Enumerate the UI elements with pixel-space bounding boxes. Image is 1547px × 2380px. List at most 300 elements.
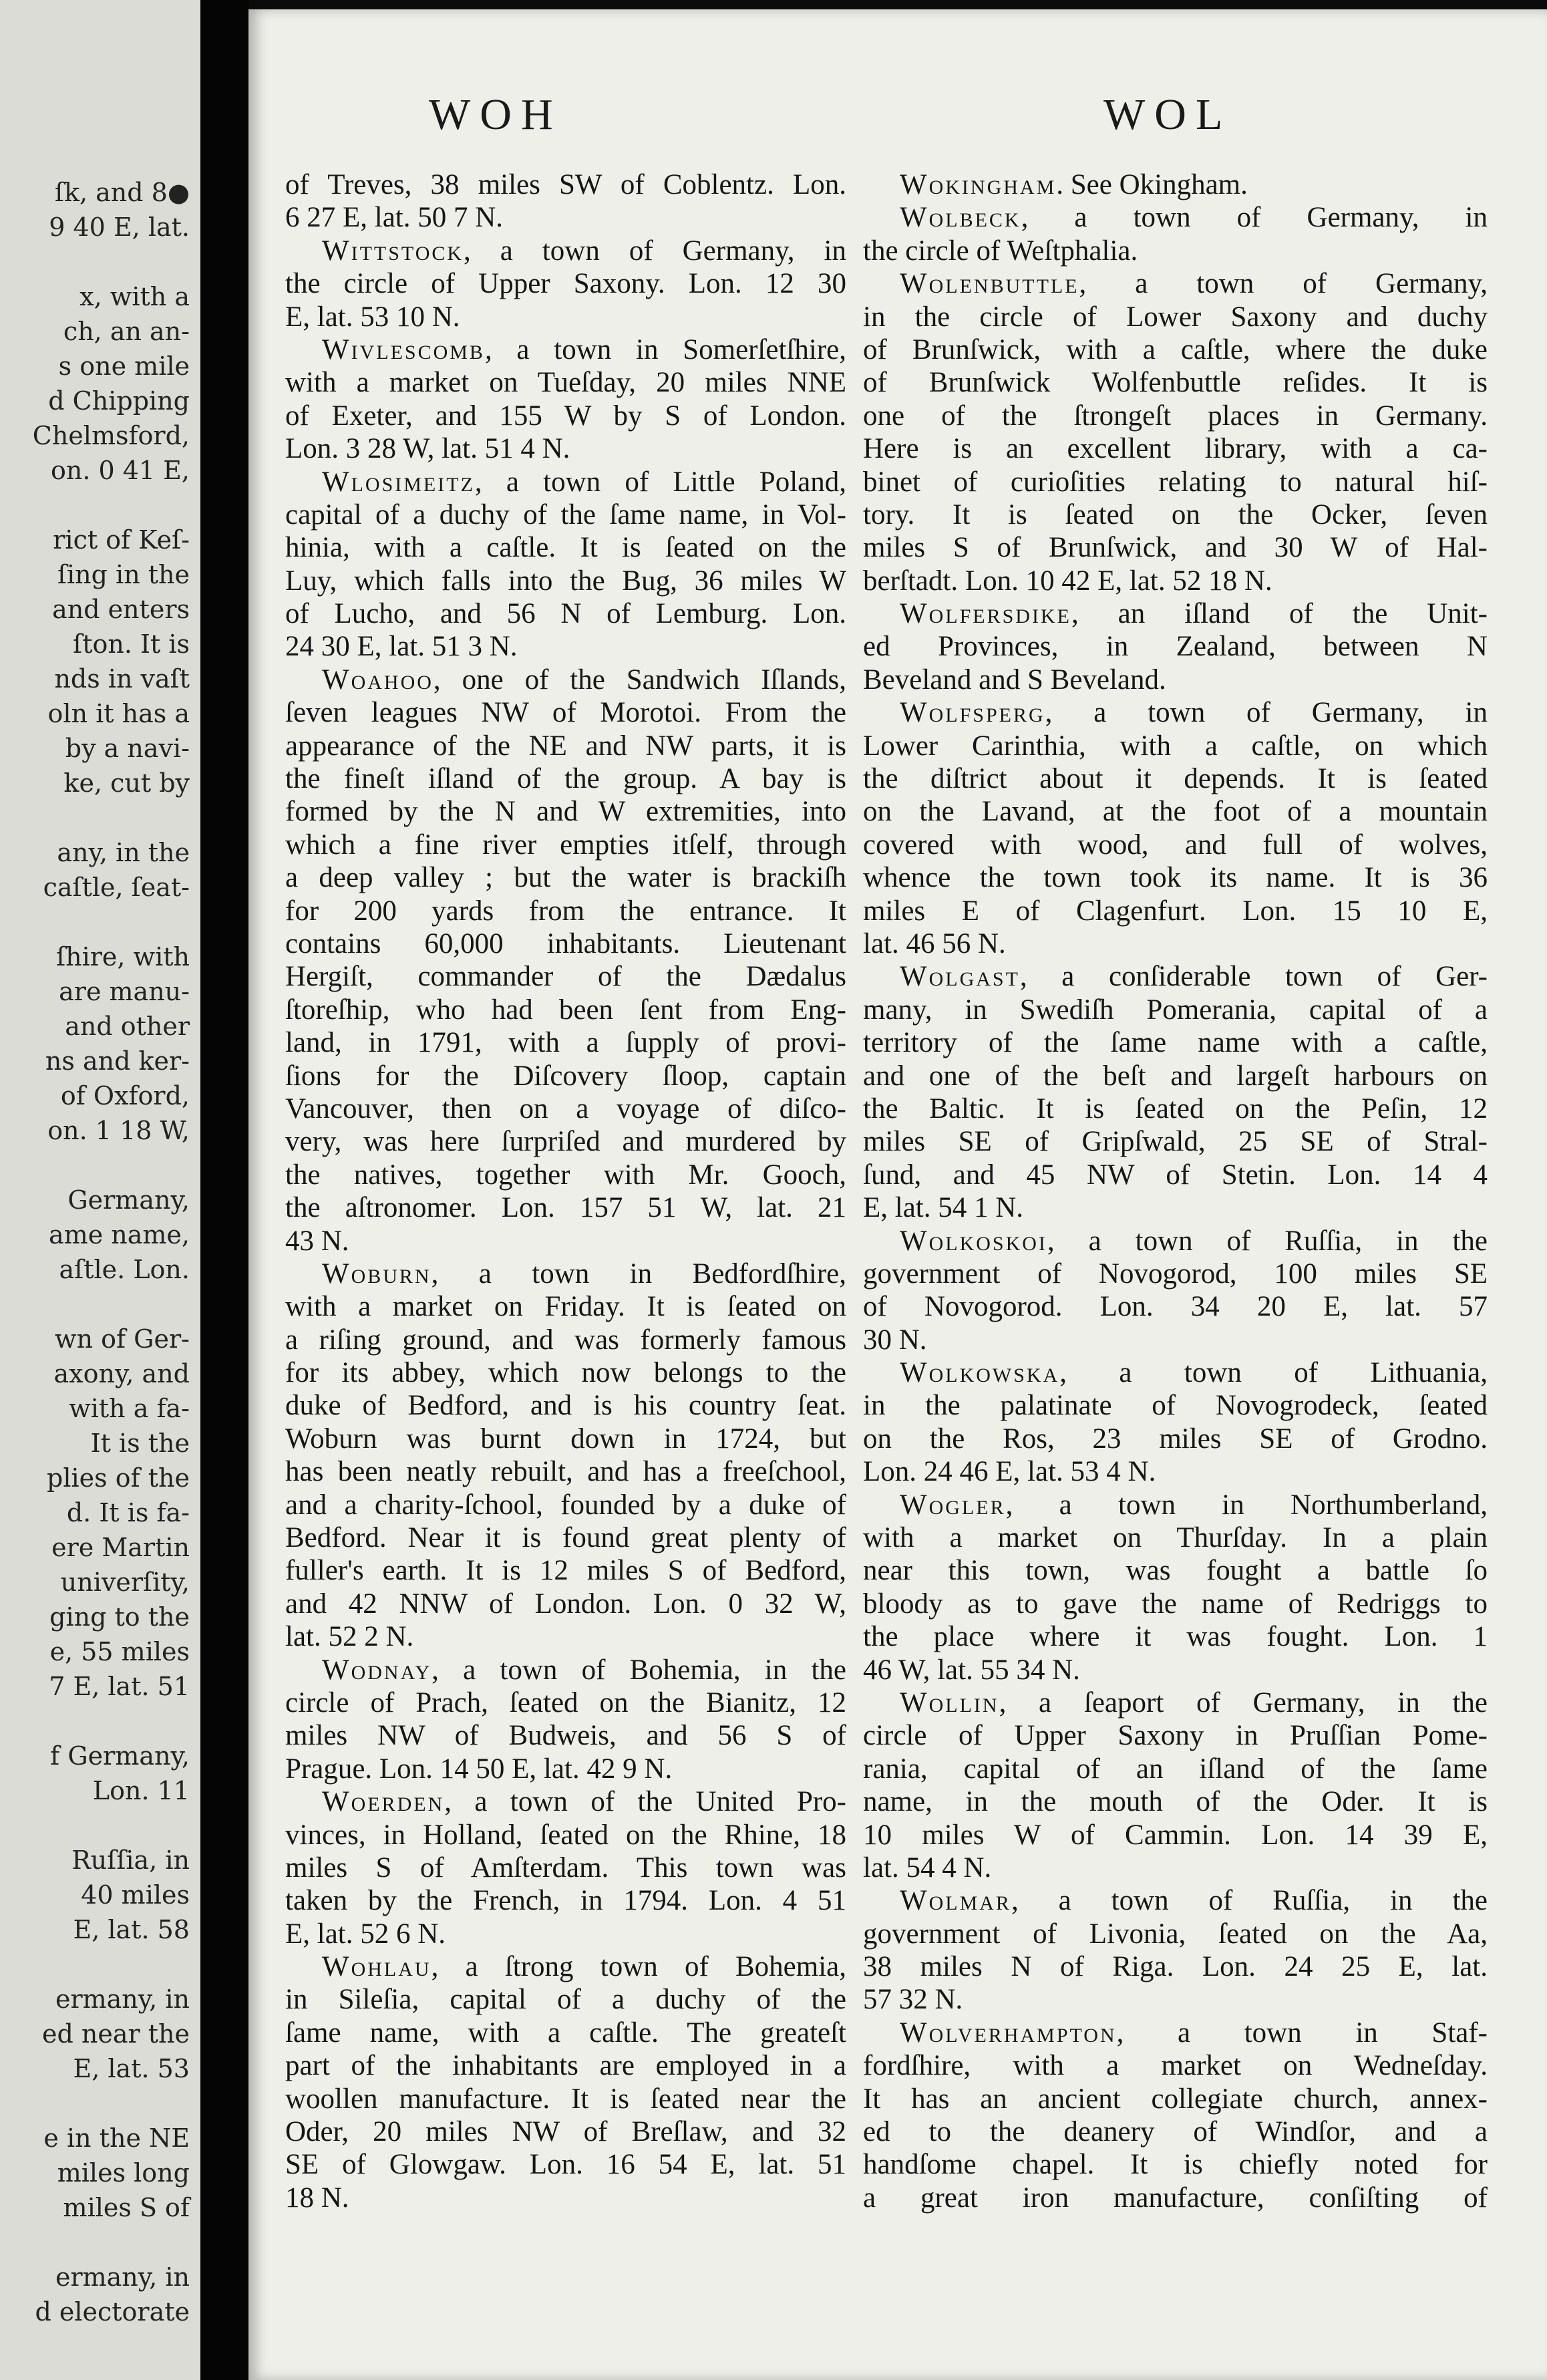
facing-page-line: of Oxford, bbox=[60, 1081, 190, 1110]
entry-text-line bbox=[863, 1092, 1488, 1125]
entry-first-line bbox=[285, 1785, 846, 1818]
entry-text-line bbox=[863, 1191, 1488, 1224]
entry-first-line bbox=[863, 1356, 1488, 1389]
entry-headword: Woerden bbox=[322, 1786, 445, 1818]
entry-first-line bbox=[285, 466, 846, 498]
facing-page-line: with a fa- bbox=[69, 1394, 190, 1423]
entry-text-line bbox=[285, 1983, 846, 2016]
entry-line-text: 38 miles N of Riga. Lon. 24 25 E, lat. bbox=[863, 1951, 1488, 1983]
book-gutter bbox=[200, 0, 248, 2380]
entry-line-text: the fineſt iſland of the group. A bay is bbox=[285, 763, 846, 795]
entry-line-text: of Treves, 38 miles SW of Coblentz. Lon. bbox=[285, 169, 846, 200]
facing-page-line: d electorate bbox=[35, 2297, 190, 2327]
entry-line-text: land, in 1791, with a ſupply of provi- bbox=[285, 1027, 846, 1059]
entry-text-line bbox=[863, 1554, 1488, 1587]
entry-line-text: appearance of the NE and NW parts, it is bbox=[285, 730, 846, 762]
entry-text-line bbox=[285, 1324, 846, 1356]
facing-page-line: ere Martin bbox=[51, 1533, 190, 1562]
entry-first-line bbox=[863, 960, 1488, 993]
facing-page-line: miles S of bbox=[63, 2193, 190, 2222]
entry-line-text: , a ſeaport of Germany, in the bbox=[999, 1686, 1488, 1719]
facing-page-line: It is the bbox=[90, 1429, 190, 1458]
facing-page-line: ke, cut by bbox=[63, 768, 190, 798]
entry-text-line bbox=[285, 696, 846, 729]
entry-text-line bbox=[863, 1654, 1488, 1686]
entry-text-line bbox=[863, 1257, 1488, 1290]
entry-first-line bbox=[863, 168, 1488, 201]
entry-text-line bbox=[863, 895, 1488, 927]
entry-text-line bbox=[863, 531, 1488, 564]
entry-line-text: circle of Prach, ſeated on the Bianitz, 12 bbox=[285, 1686, 846, 1719]
entry-line-text: of Brunſwick Wolfenbuttle reſides. It is bbox=[863, 367, 1488, 399]
entry-line-text: in the palatinate of Novogrodeck, ſeated bbox=[863, 1390, 1488, 1422]
entry-text-line bbox=[863, 498, 1488, 531]
facing-page-line: plies of the bbox=[47, 1463, 190, 1493]
entry-line-text: fordſhire, with a market on Wedneſday. bbox=[863, 2050, 1488, 2082]
entry-headword: Wolgast bbox=[900, 961, 1020, 993]
entry-line-text: , an iſland of the Unit- bbox=[1071, 598, 1488, 630]
entry-first-line bbox=[285, 663, 846, 696]
entry-text-line bbox=[863, 1159, 1488, 1191]
facing-page-line: on. 1 18 W, bbox=[47, 1116, 190, 1145]
entry-line-text: territory of the ſame name with a caſtle, bbox=[863, 1027, 1488, 1059]
entry-text-line bbox=[863, 795, 1488, 828]
entry-line-text: a riſing ground, and was formerly famous bbox=[285, 1324, 846, 1356]
facing-page-line: x, with a bbox=[79, 282, 190, 311]
entry-line-text: formed by the N and W extremities, into bbox=[285, 796, 846, 828]
entry-text-line bbox=[863, 2182, 1488, 2214]
entry-text-line bbox=[285, 1423, 846, 1455]
entry-line-text: the place where it was fought. Lon. 1 bbox=[863, 1621, 1488, 1653]
entry-text-line bbox=[863, 663, 1488, 696]
entry-line-text: a deep valley ; but the water is brackiſh bbox=[285, 862, 846, 894]
facing-page-line: 7 E, lat. 51 bbox=[49, 1672, 190, 1701]
entry-text-line bbox=[863, 927, 1488, 960]
entry-first-line bbox=[863, 1489, 1488, 1521]
entry-line-text: and one of the beſt and largeſt harbours on bbox=[863, 1060, 1488, 1092]
entry-line-text: miles SE of Gripſwald, 25 SE of Stral- bbox=[863, 1126, 1488, 1158]
entry-line-text: berſtadt. Lon. 10 42 E, lat. 52 18 N. bbox=[863, 565, 1272, 597]
running-head-left: WOH bbox=[429, 90, 562, 139]
entry-line-text: 18 N. bbox=[285, 2182, 349, 2214]
entry-text-line bbox=[863, 1125, 1488, 1158]
entry-text-line bbox=[863, 829, 1488, 861]
facing-page-line: E, lat. 58 bbox=[73, 1915, 190, 1944]
entry-text-line bbox=[863, 1588, 1488, 1620]
entry-line-text: capital of a duchy of the ſame name, in Vol- bbox=[285, 498, 846, 531]
facing-page-line: ch, an an- bbox=[63, 317, 190, 346]
entry-line-text: , a town of Germany, in bbox=[1045, 697, 1488, 729]
entry-text-line bbox=[863, 235, 1488, 267]
facing-page-line: rict of Keſ- bbox=[53, 525, 190, 555]
entry-first-line bbox=[863, 696, 1488, 729]
entry-line-text: ſions for the Diſcovery ſloop, captain bbox=[285, 1060, 846, 1092]
entry-text-line bbox=[863, 1785, 1488, 1818]
entry-line-text: It has an ancient collegiate church, annex- bbox=[863, 2083, 1488, 2115]
entry-line-text: near this town, was fought a battle ſo bbox=[863, 1555, 1488, 1587]
entry-line-text: lat. 54 4 N. bbox=[863, 1851, 992, 1884]
entry-line-text: circle of Upper Saxony in Pruſſian Pome- bbox=[863, 1720, 1488, 1752]
entry-text-line bbox=[285, 1092, 846, 1125]
entry-text-line bbox=[285, 1225, 846, 1257]
entry-line-text: binet of curioſities relating to natural hiſ- bbox=[863, 466, 1488, 498]
entry-text-line bbox=[285, 795, 846, 828]
entry-text-line bbox=[863, 1389, 1488, 1422]
facing-page-line: ed near the bbox=[42, 2019, 190, 2049]
entry-text-line bbox=[863, 1060, 1488, 1092]
entry-line-text: tory. It is ſeated on the Ocker, ſeven bbox=[863, 498, 1488, 531]
entry-headword: Wolkoskoi bbox=[900, 1225, 1047, 1257]
entry-line-text: SE of Glowgaw. Lon. 16 54 E, lat. 51 bbox=[285, 2149, 846, 2181]
entry-line-text: , a town of Germany, in bbox=[1021, 202, 1488, 234]
facing-page-line: caſtle, ſeat- bbox=[43, 873, 190, 902]
entry-text-line bbox=[285, 400, 846, 432]
facing-page-line: univerſity, bbox=[60, 1568, 190, 1597]
entry-text-line bbox=[863, 2083, 1488, 2115]
facing-page-line: f Germany, bbox=[50, 1741, 190, 1771]
entry-text-line bbox=[863, 1719, 1488, 1752]
facing-page-fragment bbox=[0, 0, 200, 2380]
facing-page-line: on. 0 41 E, bbox=[50, 456, 190, 485]
entry-line-text: , a town of Bohemia, in the bbox=[432, 1654, 846, 1686]
entry-first-line bbox=[285, 333, 846, 366]
entry-line-text: whence the town took its name. It is 36 bbox=[863, 862, 1488, 894]
entry-line-text: the Baltic. It is ſeated on the Peſin, 12 bbox=[863, 1092, 1488, 1125]
entry-line-text: 24 30 E, lat. 51 3 N. bbox=[285, 631, 518, 663]
entry-text-line bbox=[285, 829, 846, 861]
entry-headword: Wollin bbox=[900, 1686, 999, 1719]
entry-headword: Wohlau bbox=[322, 1951, 432, 1983]
facing-page-line: and enters bbox=[52, 595, 190, 624]
entry-line-text: in the circle of Lower Saxony and duchy bbox=[863, 301, 1488, 333]
entry-text-line bbox=[285, 1290, 846, 1323]
entry-line-text: ſeven leagues NW of Morotoi. From the bbox=[285, 697, 846, 729]
entry-line-text: and a charity-ſchool, founded by a duke of bbox=[285, 1489, 846, 1521]
entry-line-text: government of Livonia, ſeated on the Aa, bbox=[863, 1918, 1488, 1950]
entry-line-text: of Lucho, and 56 N of Lemburg. Lon. bbox=[285, 598, 846, 630]
facing-page-line: and other bbox=[65, 1012, 190, 1041]
entry-text-line bbox=[285, 2049, 846, 2082]
text-column-right bbox=[863, 168, 1488, 2373]
entry-line-text: ſtoreſhip, who had been ſent from Eng- bbox=[285, 994, 846, 1026]
entry-text-line bbox=[863, 730, 1488, 762]
entry-line-text: Prague. Lon. 14 50 E, lat. 42 9 N. bbox=[285, 1753, 673, 1785]
entry-line-text: Woburn was burnt down in 1724, but bbox=[285, 1423, 846, 1455]
entry-line-text: the circle of Upper Saxony. Lon. 12 30 bbox=[285, 268, 846, 300]
entry-line-text: for its abbey, which now belongs to the bbox=[285, 1357, 846, 1389]
entry-text-line bbox=[285, 2083, 846, 2115]
entry-headword: Wittstock bbox=[322, 235, 464, 267]
facing-page-line: d. It is fa- bbox=[66, 1498, 190, 1527]
entry-text-line bbox=[285, 927, 846, 960]
entry-text-line bbox=[285, 498, 846, 531]
entry-text-line bbox=[863, 2115, 1488, 2148]
entry-first-line bbox=[285, 1257, 846, 1290]
entry-headword: Woahoo bbox=[322, 663, 434, 696]
entry-headword: Wolverhampton bbox=[900, 2017, 1117, 2049]
entry-first-line bbox=[863, 267, 1488, 300]
facing-page-line: e, 55 miles bbox=[49, 1637, 190, 1666]
entry-line-text: with a market on Friday. It is ſeated on bbox=[285, 1291, 846, 1323]
facing-page-line: Chelmsford, bbox=[32, 421, 190, 450]
entry-text-line bbox=[285, 565, 846, 597]
entry-headword: Woburn bbox=[322, 1257, 432, 1290]
entry-first-line bbox=[863, 1686, 1488, 1719]
entry-line-text: one of the ſtrongeſt places in Germany. bbox=[863, 400, 1488, 432]
entry-line-text: , a town of Ruſſia, in the bbox=[1047, 1225, 1488, 1257]
entry-line-text: lat. 46 56 N. bbox=[863, 927, 1006, 959]
entry-line-text: woollen manufacture. It is ſeated near the bbox=[285, 2083, 846, 2115]
entry-line-text: the aſtronomer. Lon. 157 51 W, lat. 21 bbox=[285, 1192, 846, 1224]
entry-line-text: , a town of the United Pro- bbox=[444, 1786, 846, 1818]
facing-page-line: ns and ker- bbox=[45, 1046, 190, 1076]
entry-headword: Wlosimeitz bbox=[322, 466, 475, 498]
entry-text-line bbox=[285, 2148, 846, 2181]
entry-text-line bbox=[285, 366, 846, 399]
entry-first-line bbox=[863, 1225, 1488, 1257]
entry-line-text: and 42 NNW of London. Lon. 0 32 W, bbox=[285, 1588, 846, 1620]
entry-headword: Wolbeck bbox=[900, 202, 1021, 234]
entry-line-text: the natives, together with Mr. Gooch, bbox=[285, 1159, 846, 1191]
facing-page-line: axony, and bbox=[53, 1359, 190, 1388]
facing-page-line: any, in the bbox=[57, 838, 190, 867]
entry-text-line bbox=[285, 1719, 846, 1752]
facing-page-line: by a navi- bbox=[65, 734, 190, 763]
entry-text-line bbox=[863, 2148, 1488, 2181]
facing-page-line: Lon. 11 bbox=[92, 1776, 190, 1805]
entry-headword: Wivlescomb bbox=[322, 333, 485, 365]
entry-headword: Wolenbuttle bbox=[900, 268, 1079, 300]
gazetteer-page bbox=[248, 9, 1547, 2380]
entry-first-line bbox=[863, 1884, 1488, 1917]
text-column-left bbox=[285, 168, 846, 2373]
entry-headword: Wolkowska bbox=[900, 1357, 1060, 1389]
entry-first-line bbox=[285, 235, 846, 267]
entry-line-text: Lon. 3 28 W, lat. 51 4 N. bbox=[285, 433, 570, 465]
entry-text-line bbox=[285, 1489, 846, 1521]
entry-line-text: ſame name, with a caſtle. The greateſt bbox=[285, 2017, 846, 2049]
entry-text-line bbox=[863, 333, 1488, 366]
entry-line-text: Lower Carinthia, with a caſtle, on which bbox=[863, 730, 1488, 762]
entry-headword: Wokingham bbox=[900, 169, 1057, 200]
entry-line-text: , a town of Little Poland, bbox=[474, 466, 846, 498]
entry-text-line bbox=[863, 994, 1488, 1026]
entry-text-line bbox=[285, 1884, 846, 1917]
entry-text-line bbox=[285, 1851, 846, 1884]
entry-line-text: Vancouver, then on a voyage of diſco- bbox=[285, 1092, 846, 1125]
facing-page-line: ſing in the bbox=[57, 560, 190, 589]
facing-page-line: ame name, bbox=[49, 1220, 190, 1249]
entry-line-text: , a town in Bedfordſhire, bbox=[431, 1257, 846, 1290]
entry-line-text: on the Lavand, at the foot of a mountain bbox=[863, 796, 1488, 828]
entry-line-text: for 200 yards from the entrance. It bbox=[285, 895, 846, 927]
entry-text-line bbox=[285, 630, 846, 663]
entry-text-line bbox=[863, 2049, 1488, 2082]
facing-page-line: are manu- bbox=[59, 977, 190, 1006]
entry-line-text: E, lat. 54 1 N. bbox=[863, 1192, 1024, 1224]
entry-line-text: , a conſiderable town of Ger- bbox=[1019, 961, 1488, 993]
entry-line-text: , a town in Somerſetſhire, bbox=[484, 333, 846, 365]
entry-line-text: , one of the Sandwich Iſlands, bbox=[433, 663, 846, 696]
entry-text-line bbox=[863, 565, 1488, 597]
entry-text-line bbox=[285, 1918, 846, 1950]
entry-text-line bbox=[863, 1983, 1488, 2016]
entry-line-text: , a town in Staf- bbox=[1116, 2017, 1488, 2049]
facing-page-line: oln it has a bbox=[47, 699, 190, 728]
entry-text-line bbox=[863, 1851, 1488, 1884]
entry-text-line bbox=[863, 301, 1488, 333]
entry-line-text: part of the inhabitants are employed in a bbox=[285, 2050, 846, 2082]
facing-page-line: ſk, and 8● bbox=[54, 178, 190, 207]
entry-text-line bbox=[863, 432, 1488, 465]
entry-line-text: , a town in Northumberland, bbox=[1005, 1489, 1488, 1521]
entry-line-text: , a town of Lithuania, bbox=[1059, 1357, 1488, 1389]
facing-page-line: E, lat. 53 bbox=[73, 2054, 190, 2083]
entry-line-text: contains 60,000 inhabitants. Lieutenant bbox=[285, 927, 846, 959]
entry-text-line bbox=[285, 2182, 846, 2214]
facing-page-line: 9 40 E, lat. bbox=[49, 212, 190, 242]
entry-line-text: which a fine river empties itſelf, through bbox=[285, 829, 846, 861]
facing-page-line: ſton. It is bbox=[73, 629, 190, 659]
entry-text-line bbox=[285, 1356, 846, 1389]
entry-line-text: covered with wood, and full of wolves, bbox=[863, 829, 1488, 861]
entry-line-text: bloody as to gave the name of Redriggs to bbox=[863, 1588, 1488, 1620]
entry-line-text: , a town of Germany, in bbox=[464, 235, 846, 267]
entry-text-line bbox=[285, 1455, 846, 1488]
entry-line-text: vinces, in Holland, ſeated on the Rhine, 18 bbox=[285, 1819, 846, 1851]
entry-first-line bbox=[285, 1950, 846, 1983]
entry-text-line bbox=[863, 1521, 1488, 1554]
facing-page-line: ermany, in bbox=[55, 1984, 190, 2014]
entry-text-line bbox=[863, 1290, 1488, 1323]
entry-text-line bbox=[285, 1389, 846, 1422]
entry-line-text: lat. 52 2 N. bbox=[285, 1621, 414, 1653]
entry-line-text: miles S of Brunſwick, and 30 W of Hal- bbox=[863, 532, 1488, 564]
entry-text-line bbox=[285, 432, 846, 465]
entry-text-line bbox=[863, 1819, 1488, 1851]
entry-headword: Wodnay bbox=[322, 1654, 432, 1686]
entry-text-line bbox=[285, 1159, 846, 1191]
entry-text-line bbox=[863, 1950, 1488, 1983]
entry-text-line bbox=[285, 1521, 846, 1554]
entry-line-text: ſund, and 45 NW of Stetin. Lon. 14 4 bbox=[863, 1159, 1488, 1191]
entry-text-line bbox=[285, 1125, 846, 1158]
entry-line-text: fuller's earth. It is 12 miles S of Bedford, bbox=[285, 1555, 846, 1587]
entry-text-line bbox=[285, 201, 846, 234]
facing-page-line: aſtle. Lon. bbox=[59, 1255, 190, 1284]
entry-text-line bbox=[285, 960, 846, 993]
entry-line-text: , a ſtrong town of Bohemia, bbox=[431, 1951, 846, 1983]
entry-line-text: E, lat. 53 10 N. bbox=[285, 301, 460, 333]
entry-text-line bbox=[285, 1026, 846, 1059]
entry-first-line bbox=[863, 597, 1488, 630]
entry-line-text: miles E of Clagenfurt. Lon. 15 10 E, bbox=[863, 895, 1488, 927]
entry-line-text: duke of Bedford, and is his country ſeat. bbox=[285, 1390, 846, 1422]
entry-line-text: . See Okingham. bbox=[1056, 169, 1248, 200]
entry-text-line bbox=[863, 630, 1488, 663]
facing-page-line: miles long bbox=[57, 2158, 190, 2188]
entry-line-text: 6 27 E, lat. 50 7 N. bbox=[285, 202, 504, 234]
entry-line-text: Hergiſt, commander of the Dædalus bbox=[285, 961, 846, 993]
entry-text-line bbox=[285, 168, 846, 201]
entry-line-text: E, lat. 52 6 N. bbox=[285, 1918, 446, 1950]
entry-line-text: hinia, with a caſtle. It is ſeated on the bbox=[285, 532, 846, 564]
entry-text-line bbox=[285, 531, 846, 564]
facing-page-line: ſhire, with bbox=[56, 942, 190, 972]
entry-text-line bbox=[285, 1620, 846, 1653]
facing-page-line: wn of Ger- bbox=[55, 1324, 190, 1354]
facing-page-line: 40 miles bbox=[81, 1880, 190, 1910]
entry-text-line bbox=[863, 400, 1488, 432]
entry-line-text: 30 N. bbox=[863, 1324, 927, 1356]
facing-page-line: Ruſſia, in bbox=[71, 1845, 190, 1875]
entry-text-line bbox=[863, 1026, 1488, 1059]
entry-text-line bbox=[285, 861, 846, 894]
entry-line-text: very, was here ſurpriſed and murdered by bbox=[285, 1126, 846, 1158]
entry-text-line bbox=[285, 762, 846, 795]
entry-text-line bbox=[863, 861, 1488, 894]
entry-line-text: Luy, which falls into the Bug, 36 miles W bbox=[285, 565, 846, 597]
entry-line-text: ed Provinces, in Zealand, between N bbox=[863, 631, 1488, 663]
entry-line-text: miles S of Amſterdam. This town was bbox=[285, 1851, 846, 1884]
entry-text-line bbox=[285, 597, 846, 630]
entry-line-text: on the Ros, 23 miles SE of Grodno. bbox=[863, 1423, 1488, 1455]
entry-line-text: of Novogorod. Lon. 34 20 E, lat. 57 bbox=[863, 1291, 1488, 1323]
entry-line-text: handſome chapel. It is chiefly noted for bbox=[863, 2149, 1488, 2181]
entry-line-text: miles NW of Budweis, and 56 S of bbox=[285, 1720, 846, 1752]
entry-line-text: ed to the deanery of Windſor, and a bbox=[863, 2116, 1488, 2148]
entry-line-text: Lon. 24 46 E, lat. 53 4 N. bbox=[863, 1456, 1156, 1488]
entry-text-line bbox=[285, 1554, 846, 1587]
entry-line-text: the circle of Weſtphalia. bbox=[863, 235, 1138, 267]
entry-text-line bbox=[285, 994, 846, 1026]
entry-headword: Wolmar bbox=[900, 1885, 1011, 1917]
entry-text-line bbox=[285, 1753, 846, 1785]
entry-line-text: name, in the mouth of the Oder. It is bbox=[863, 1786, 1488, 1818]
entry-first-line bbox=[285, 1654, 846, 1686]
entry-headword: Wogler bbox=[900, 1489, 1006, 1521]
facing-page-line: ging to the bbox=[49, 1602, 190, 1632]
facing-page-line: s one mile bbox=[58, 351, 190, 381]
entry-line-text: , a town of Ruſſia, in the bbox=[1011, 1885, 1488, 1917]
entry-line-text: Oder, 20 miles NW of Breſlaw, and 32 bbox=[285, 2116, 846, 2148]
facing-page-line: nds in vaſt bbox=[54, 664, 190, 694]
entry-line-text: 57 32 N. bbox=[863, 1984, 963, 2016]
entry-first-line bbox=[863, 2017, 1488, 2049]
entry-line-text: Beveland and S Beveland. bbox=[863, 663, 1166, 696]
entry-line-text: Here is an excellent library, with a ca- bbox=[863, 433, 1488, 465]
entry-text-line bbox=[863, 1620, 1488, 1653]
entry-line-text: taken by the French, in 1794. Lon. 4 51 bbox=[285, 1885, 846, 1917]
entry-text-line bbox=[285, 1060, 846, 1092]
entry-text-line bbox=[863, 1753, 1488, 1785]
entry-first-line bbox=[863, 201, 1488, 234]
entry-text-line bbox=[285, 895, 846, 927]
entry-line-text: in Sileſia, capital of a duchy of the bbox=[285, 1984, 846, 2016]
entry-text-line bbox=[863, 366, 1488, 399]
facing-page-line: ermany, in bbox=[55, 2262, 190, 2292]
entry-text-line bbox=[285, 2115, 846, 2148]
entry-text-line bbox=[285, 267, 846, 300]
entry-text-line bbox=[285, 301, 846, 333]
entry-text-line bbox=[863, 1324, 1488, 1356]
facing-page-line: Germany, bbox=[67, 1185, 190, 1215]
entry-text-line bbox=[863, 1423, 1488, 1455]
entry-text-line bbox=[863, 762, 1488, 795]
entry-line-text: 10 miles W of Cammin. Lon. 14 39 E, bbox=[863, 1819, 1488, 1851]
entry-line-text: , a town of Germany, bbox=[1079, 268, 1488, 300]
entry-text-line bbox=[863, 466, 1488, 498]
